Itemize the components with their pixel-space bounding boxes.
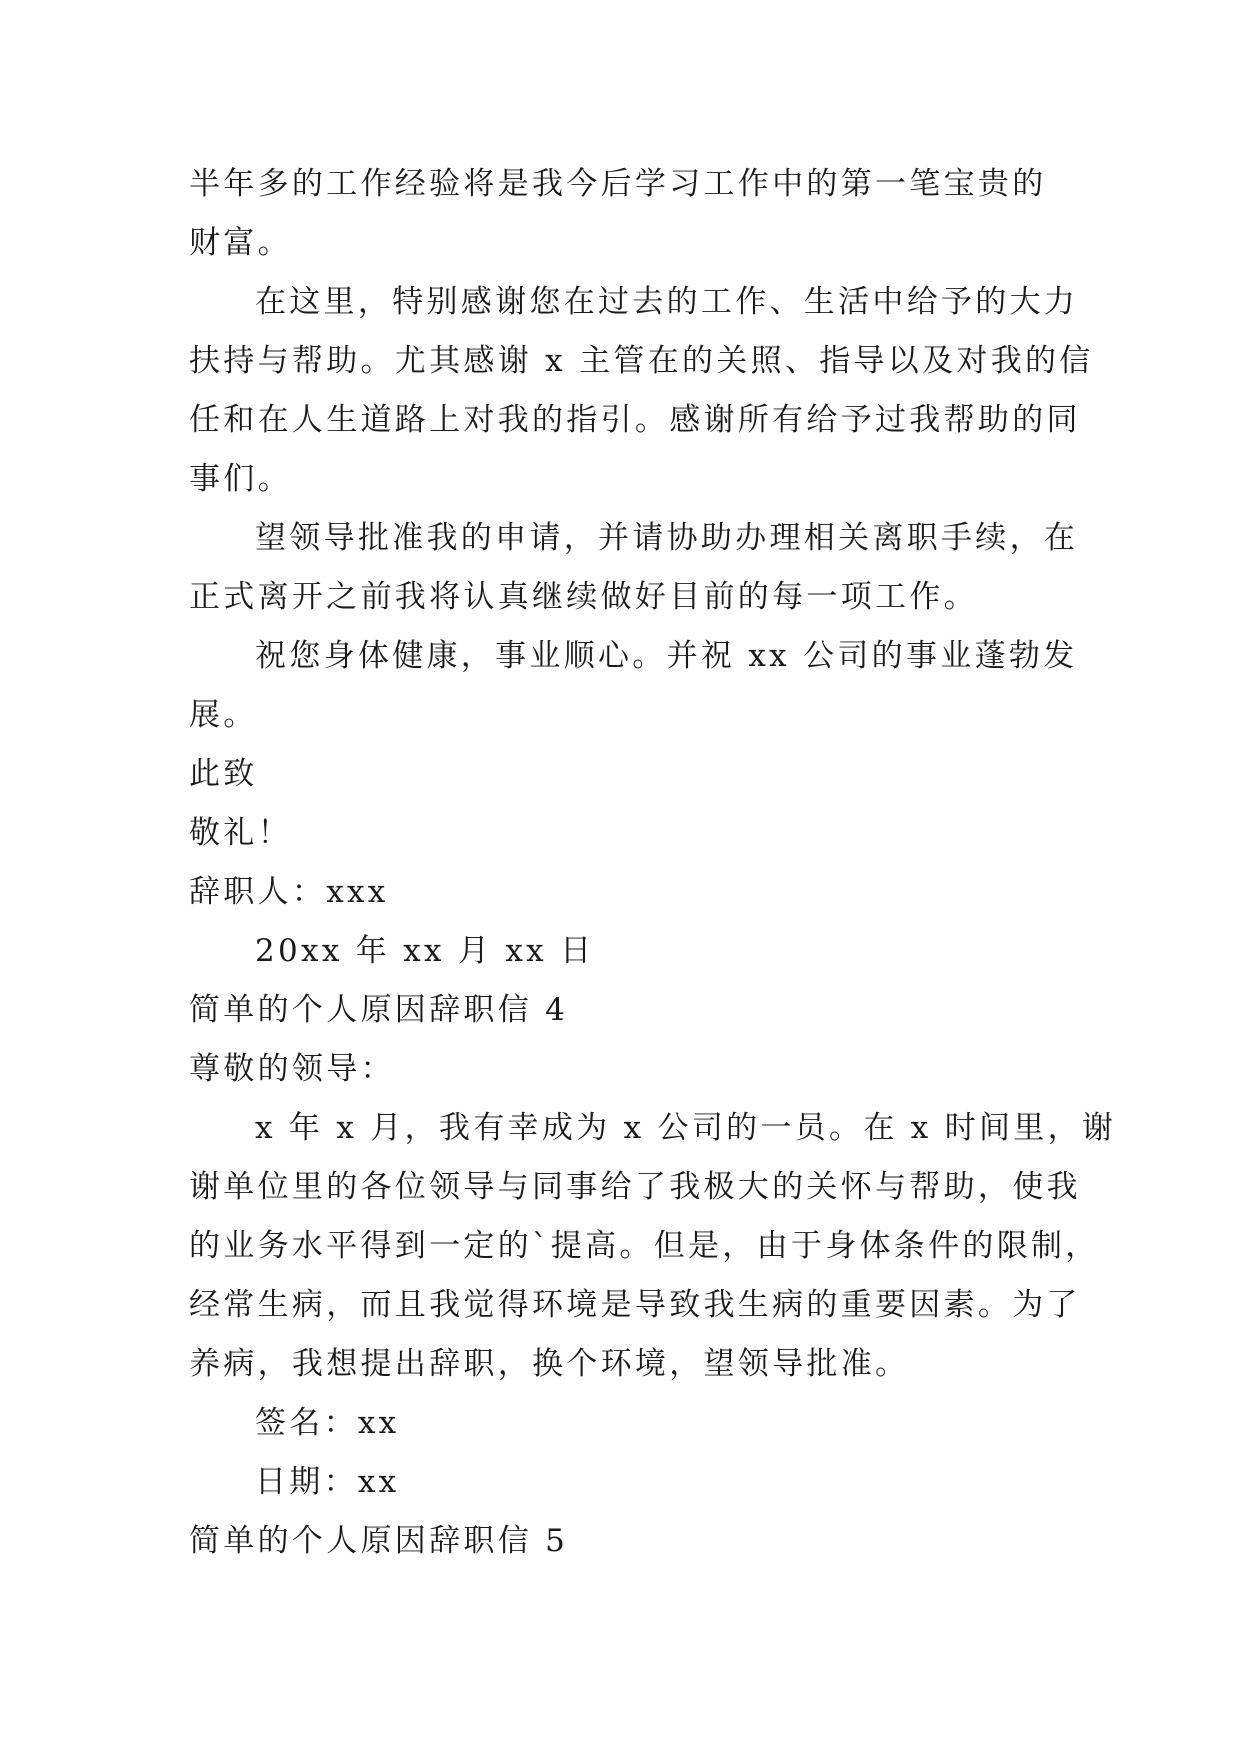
closing-line: 此致 [189, 756, 258, 792]
resigner-line: 辞职人：xxx [189, 874, 389, 910]
paragraph-line: 事们。 [189, 461, 292, 497]
section-title: 简单的个人原因辞职信 5 [189, 1523, 569, 1559]
document-body [189, 155, 1117, 1571]
closing-salute: 敬礼！ [189, 815, 292, 851]
paragraph-line: 半年多的工作经验将是我今后学习工作中的第一笔宝贵的 [189, 166, 1047, 202]
paragraph-line: 祝您身体健康，事业顺心。并祝 xx 公司的事业蓬勃发 [255, 638, 1078, 674]
paragraph-line: 谢单位里的各位领导与同事给了我极大的关怀与帮助，使我 [189, 1169, 1081, 1205]
paragraph-line: 展。 [189, 697, 258, 733]
salutation: 尊敬的领导： [189, 1051, 395, 1087]
date-line: 20xx 年 xx 月 xx 日 [255, 933, 595, 969]
section-title: 简单的个人原因辞职信 4 [189, 992, 569, 1028]
paragraph-line: 任和在人生道路上对我的指引。感谢所有给予过我帮助的同 [189, 402, 1081, 438]
date-line: 日期：xx [255, 1464, 400, 1500]
paragraph-line: 扶持与帮助。尤其感谢 x 主管在的关照、指导以及对我的信 [189, 343, 1094, 379]
paragraph-line: 经常生病，而且我觉得环境是导致我生病的重要因素。为了 [189, 1287, 1081, 1323]
paragraph-line: 在这里，特别感谢您在过去的工作、生活中给予的大力 [255, 284, 1079, 320]
paragraph-line: 望领导批准我的申请，并请协助办理相关离职手续，在 [255, 520, 1079, 556]
paragraph-line: 财富。 [189, 225, 292, 261]
paragraph-line: x 年 x 月，我有幸成为 x 公司的一员。在 x 时间里，谢 [255, 1110, 1117, 1146]
signature-line: 签名：xx [255, 1405, 400, 1441]
paragraph-line: 养病，我想提出辞职，换个环境，望领导批准。 [189, 1346, 910, 1382]
paragraph-line: 的业务水平得到一定的`提高。但是，由于身体条件的限制， [189, 1228, 1100, 1264]
paragraph-line: 正式离开之前我将认真继续做好目前的每一项工作。 [189, 579, 978, 615]
